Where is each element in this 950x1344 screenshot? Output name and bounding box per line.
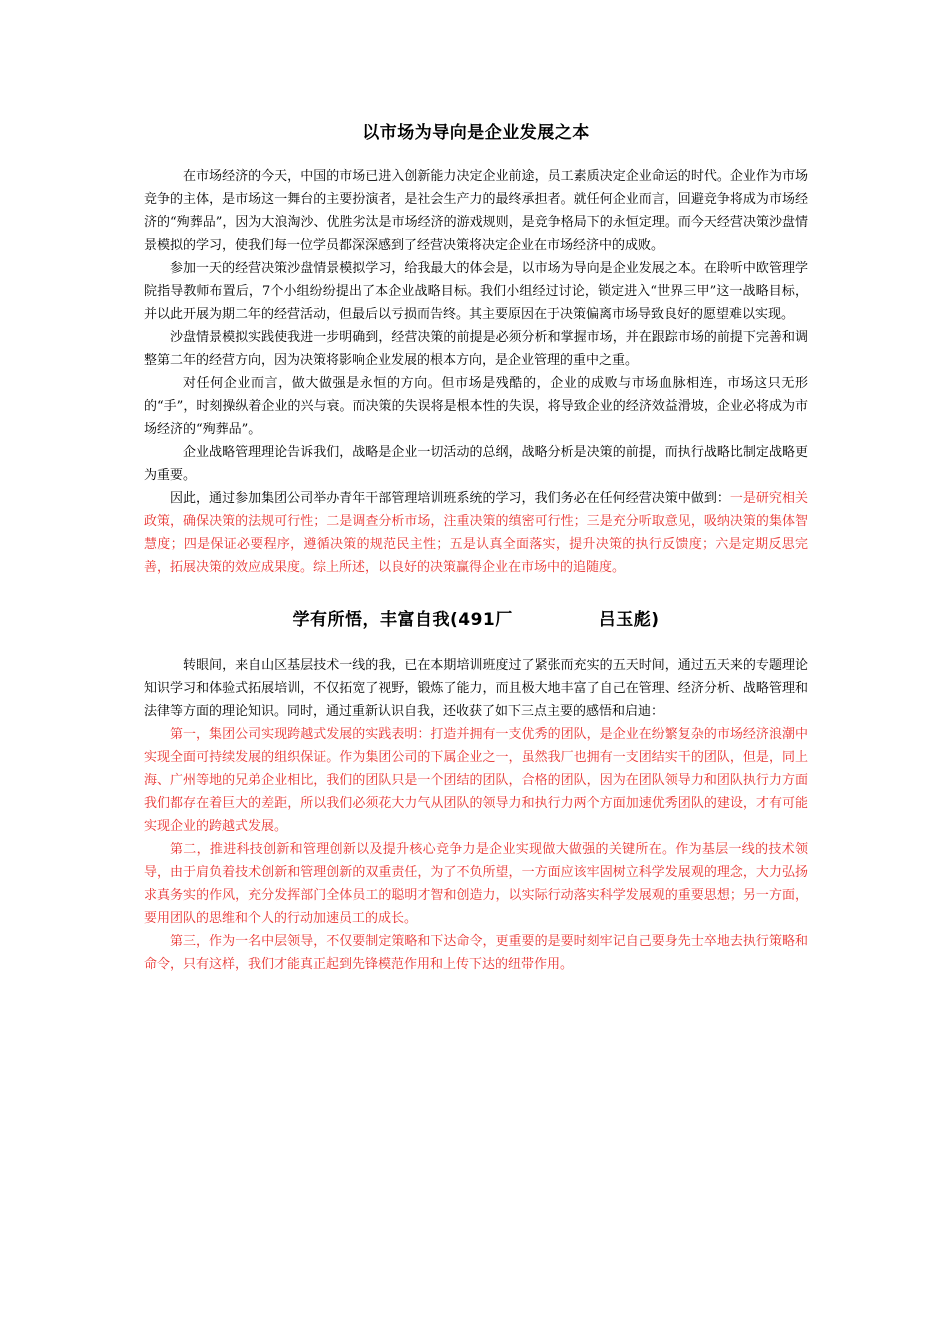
article1-paragraph-1: 在市场经济的今天，中国的市场已进入创新能力决定企业前途，员工素质决定企业命运的时代。企业作为市场竞争的主体，是市场这一舞台的主要扮演者，是社会生产力的最终承担者。就任何企业而言，回避竞争将成为市场经济的“殉葬品”，因为大浪淘沙、优胜劣汰是市场经济的游戏规则，是竞争格局下的永恒定理。而今天经营决策沙盘情景模拟的学习，使我们每一位学员都深深感到了经营决策将决定企业在市场经济中的成败。 <box>144 169 808 253</box>
article2-paragraph-4: 第三，作为一名中层领导，不仅要制定策略和下达命令，更重要的是要时刻牢记自己要身先士卒地去执行策略和命令，只有这样，我们才能真正起到先锋模范作用和上传下达的纽带作用。 <box>144 934 808 972</box>
article2-title-author: 吕玉彪) <box>598 610 660 630</box>
article1-title: 以市场为导向是企业发展之本 <box>362 123 590 143</box>
article2-title <box>144 605 808 630</box>
article1-paragraph-4: 对任何企业而言，做大做强是永恒的方向。但市场是残酷的，企业的成败与市场血脉相连，市场这只无形的“手”，时刻操纵着企业的兴与衰。而决策的失误将是根本性的失误，将导致企业的经济效益滑坡，企业必将成为市场经济的“殉葬品”。 <box>144 376 808 437</box>
article1-paragraph-6-highlight: 一是研究相关政策，确保决策的法规可行性；二是调查分析市场，注重决策的缜密可行性；三是充分听取意见，吸纳决策的集体智慧度；四是保证必要程序，遵循决策的规范民主性；五是认真全面落实，提升决策的执行反馈度；六是定期反思完善，拓展决策的效应成果度。综上所述，以良好的决策赢得企业在市场中的追随度。 <box>144 491 808 575</box>
article2-title-main: 学有所悟，丰富自我(491厂 <box>292 610 513 630</box>
article1-paragraph-6 <box>144 487 808 579</box>
article1-paragraph-3: 沙盘情景模拟实践使我进一步明确到，经营决策的前提是必须分析和掌握市场，并在跟踪市场的前提下完善和调整第二年的经营方向，因为决策将影响企业发展的根本方向，是企业管理的重中之重。 <box>144 330 808 368</box>
article1-paragraph-6-intro: 因此，通过参加集团公司举办青年干部管理培训班系统的学习，我们务必在任何经营决策中做到： <box>170 491 730 506</box>
article2-paragraph-2: 第一，集团公司实现跨越式发展的实践表明：打造并拥有一支优秀的团队，是企业在纷繁复杂的市场经济浪潮中实现全面可持续发展的组织保证。作为集团公司的下属企业之一，虽然我厂也拥有一支团结实干的团队，但是，同上海、广州等地的兄弟企业相比，我们的团队只是一个团结的团队，合格的团队，因为在团队领导力和团队执行力方面我们都存在着巨大的差距，所以我们必须花大力气从团队的领导力和执行力两个方面加速优秀团队的建设，才有可能实现企业的跨越式发展。 <box>144 727 808 834</box>
article1-paragraph-5: 企业战略管理理论告诉我们，战略是企业一切活动的总纲，战略分析是决策的前提，而执行战略比制定战略更为重要。 <box>144 445 808 483</box>
article2-paragraph-1: 转眼间，来自山区基层技术一线的我，已在本期培训班度过了紧张而充实的五天时间，通过五天来的专题理论知识学习和体验式拓展培训，不仅拓宽了视野，锻炼了能力，而且极大地丰富了自己在管理、经济分析、战略管理和法律等方面的理论知识。同时，通过重新认识自我，还收获了如下三点主要的感悟和启迪： <box>144 658 808 719</box>
article2-paragraph-3: 第二，推进科技创新和管理创新以及提升核心竞争力是企业实现做大做强的关键所在。作为基层一线的技术领导，由于肩负着技术创新和管理创新的双重责任，为了不负所望，一方面应该牢固树立科学发展观的理念，大力弘扬求真务实的作风，充分发挥部门全体员工的聪明才智和创造力，以实际行动落实科学发展观的重要思想；另一方面，要用团队的思维和个人的行动加速员工的成长。 <box>144 842 808 926</box>
article1-paragraph-2: 参加一天的经营决策沙盘情景模拟学习，给我最大的体会是，以市场为导向是企业发展之本。在聆听中欧管理学院指导教师布置后，7个小组纷纷提出了本企业战略目标。我们小组经过讨论，锁定进入“世界三甲”这一战略目标，并以此开展为期二年的经营活动，但最后以亏损而告终。其主要原因在于决策偏离市场导致良好的愿望难以实现。 <box>144 261 808 322</box>
document-page <box>144 118 808 976</box>
